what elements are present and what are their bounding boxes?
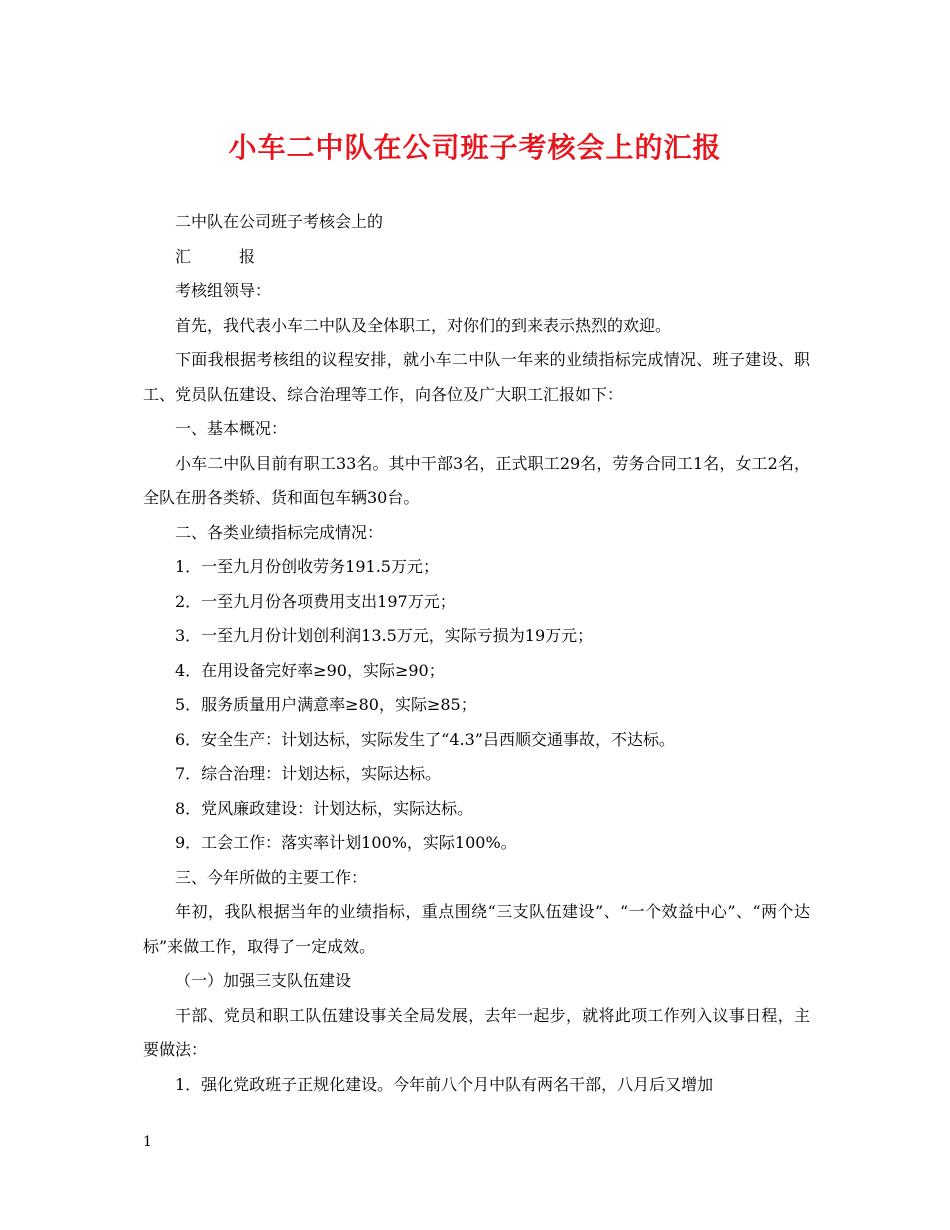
paragraph: 干部、党员和职工队伍建设事关全局发展，去年一起步，就将此项工作列入议事日程，主要做法： <box>143 1005 810 1059</box>
paragraph: 二中队在公司班子考核会上的 <box>175 212 384 231</box>
paragraph: 汇 报 <box>175 246 256 266</box>
section-heading: 三、今年所做的主要工作： <box>175 867 368 887</box>
paragraph: 年初，我队根据当年的业绩指标，重点围绕“三支队伍建设”、“一个效益中心”、“两个达标”来做工作，取得了一定成效。 <box>143 902 810 956</box>
list-item: 4．在用设备完好率≥90，实际≥90； <box>175 660 445 680</box>
paragraph: 小车二中队目前有职工33名。其中干部3名，正式职工29名，劳务合同工1名，女工2名，全队在册各类轿、货和面包车辆30台。 <box>143 453 810 507</box>
subsection-heading: （一）加强三支队伍建设 <box>175 971 352 990</box>
list-item: 9．工会工作：落实率计划100%，实际100%。 <box>175 833 517 852</box>
list-item: 6．安全生产：计划达标，实际发生了“4.3”吕西顺交通事故，不达标。 <box>175 729 675 749</box>
list-item: 8．党风廉政建设：计划达标，实际达标。 <box>175 798 474 818</box>
document-body <box>143 205 810 1102</box>
paragraph: 考核组领导： <box>175 281 272 300</box>
page-number: 1 <box>143 1134 152 1150</box>
list-item: 2．一至九月份各项费用支出197万元； <box>175 591 456 611</box>
section-heading: 一、基本概况： <box>175 419 288 438</box>
paragraph: 下面我根据考核组的议程安排，就小车二中队一年来的业绩指标完成情况、班子建设、职工、党员队伍建设、综合治理等工作，向各位及广大职工汇报如下： <box>143 350 810 404</box>
list-item: 1．强化党政班子正规化建设。今年前八个月中队有两名干部，八月后又增加 <box>175 1074 714 1094</box>
list-item: 3．一至九月份计划创利润13.5万元，实际亏损为19万元； <box>175 626 594 645</box>
list-item: 1．一至九月份创收劳务191.5万元； <box>175 557 439 576</box>
section-heading: 二、各类业绩指标完成情况： <box>175 522 384 542</box>
document-title: 小车二中队在公司班子考核会上的汇报 <box>228 131 722 164</box>
list-item: 7．综合治理：计划达标，实际达标。 <box>175 764 442 783</box>
list-item: 5．服务质量用户满意率≥80，实际≥85； <box>175 695 477 714</box>
paragraph: 首先，我代表小车二中队及全体职工，对你们的到来表示热烈的欢迎。 <box>175 315 672 335</box>
